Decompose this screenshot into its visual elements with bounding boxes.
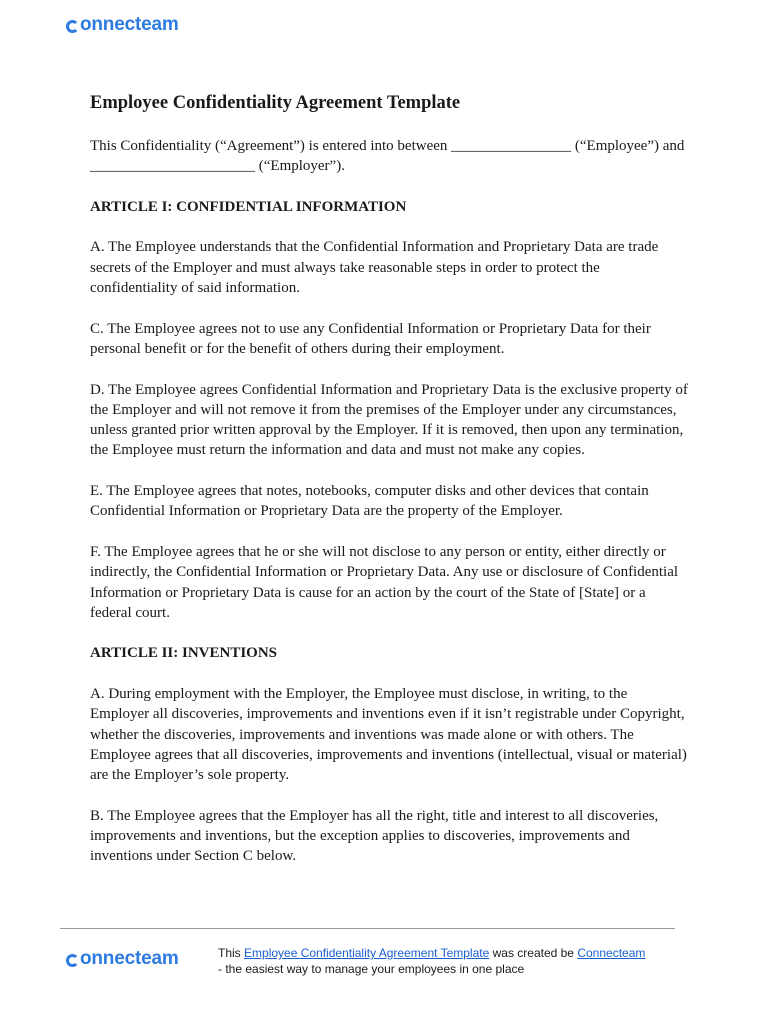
footer-tagline: - the easiest way to manage your employees in one place: [218, 961, 525, 976]
article-1-paragraph-f: F. The Employee agrees that he or she will not disclose to any person or entity, either directly or indirectly, the Confidential Information or Proprietary Data. Any use or disclosure of Confidential Information or Proprietary Data is cause for an action by the court of the State of [State] or a federal court.: [90, 543, 679, 621]
article-1-paragraph-d: D. The Employee agrees Confidential Information and Proprietary Data is the exclusive property of the Employer and will not remove it from the premises of the Employer under any circumstances, unless granted prior written approval by the Employer. If it is removed, then upon any termination, the Employee must return the information and data and must not make any copies.: [90, 381, 688, 459]
article-1-heading: ARTICLE I: CONFIDENTIAL INFORMATION: [90, 198, 407, 215]
footer-prefix: This: [218, 946, 245, 960]
article-1-paragraph-e: E. The Employee agrees that notes, notebooks, computer disks and other devices that contain Confidential Information or Proprietary Data are the property of the Employer.: [90, 483, 649, 520]
connecteam-logo-footer: [66, 948, 179, 970]
footer-divider: [60, 928, 675, 929]
footer-middle: was created be: [489, 946, 578, 960]
article-1-paragraph-a: A. The Employee understands that the Confidential Information and Proprietary Data are trade secrets of the Employer and must always take reasonable steps in order to protect the confidentiality of said information.: [90, 239, 659, 297]
document-title: Employee Confidentiality Agreement Template: [90, 93, 461, 113]
template-link[interactable]: Employee Confidentiality Agreement Template: [244, 946, 490, 960]
article-2-paragraph-a: A. During employment with the Employer, the Employee must disclose, in writing, to the Employer all discoveries, improvements and inventions even if it isn’t registrable under Copyright, whether the discoveries, improvements and inventions was made alone or with others. The Employee agrees that all discoveries, improvements and inventions (intellectual, visual or material) are the Employer’s sole property.: [90, 686, 687, 784]
logo-text: onnecteam: [80, 14, 179, 35]
article-1-paragraph-c: C. The Employee agrees not to use any Confidential Information or Proprietary Data for their personal benefit or for the benefit of others during their employment.: [90, 320, 651, 357]
intro-paragraph: This Confidentiality (“Agreement”) is entered into between ________________ (“Employee”) and ______________________ (“Employer”).: [90, 138, 685, 175]
logo-text: onnecteam: [80, 948, 179, 969]
connecteam-logo-header: [66, 14, 179, 36]
connecteam-c-icon: [66, 20, 79, 33]
document-body: [90, 90, 690, 887]
connecteam-link[interactable]: Connecteam: [577, 946, 646, 960]
footer-credit: [218, 946, 645, 977]
connecteam-c-icon: [66, 954, 79, 967]
footer-credit-line: [218, 946, 645, 962]
article-2-heading: ARTICLE II: INVENTIONS: [90, 645, 278, 662]
article-2-paragraph-b: B. The Employee agrees that the Employer has all the right, title and interest to all discoveries, improvements and inventions, but the exception applies to discoveries, improvements and inventions under Section C below.: [90, 807, 659, 865]
